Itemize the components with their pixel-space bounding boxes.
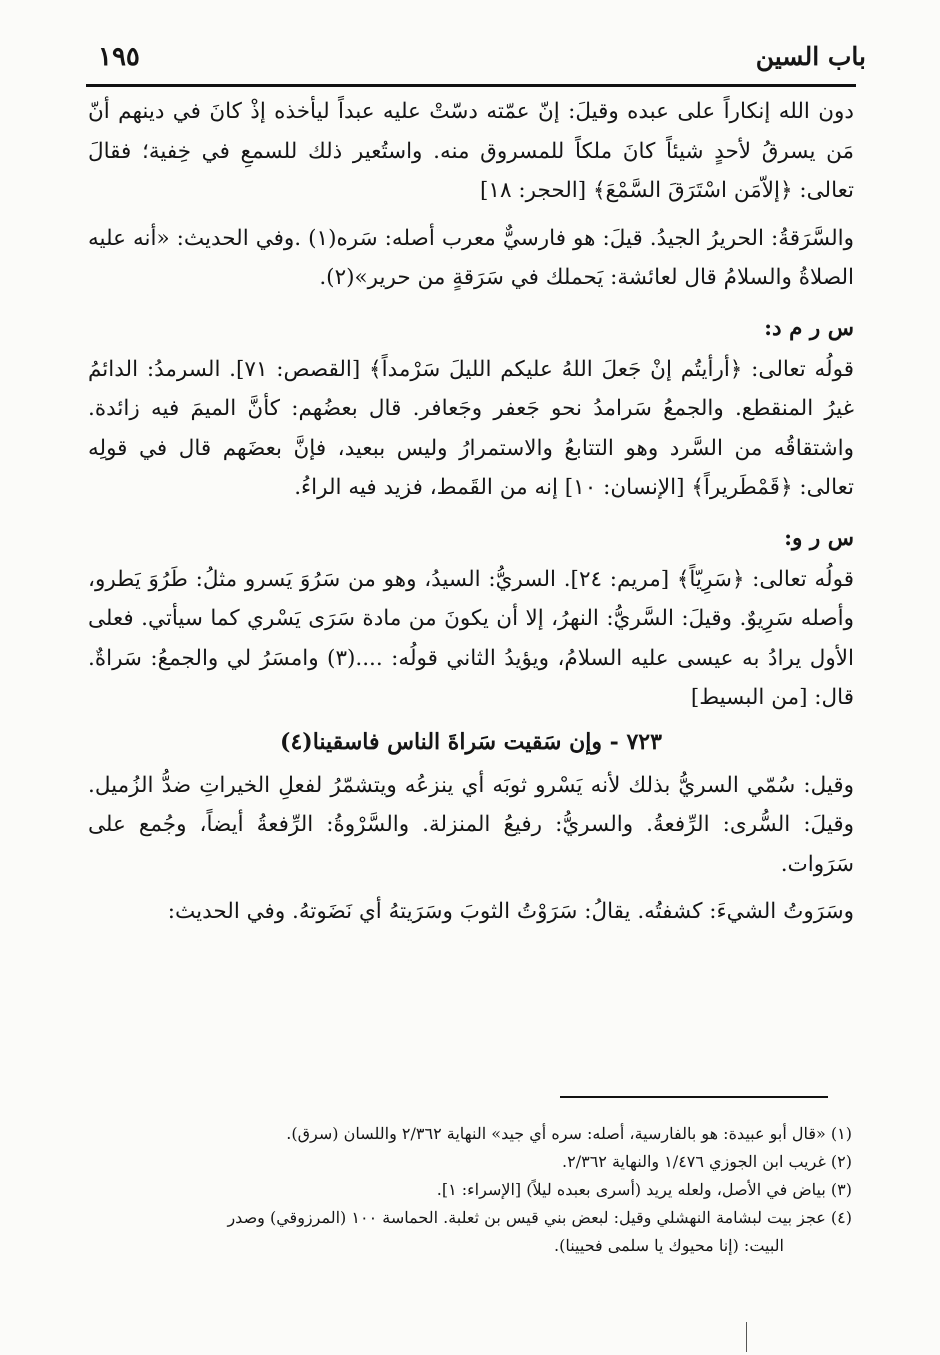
footnote-4-continuation: البيت: (إنا محيوك يا سلمى فحيينا).	[554, 1236, 784, 1255]
footnotes	[92, 1120, 852, 1260]
paragraph-4: قولُه تعالى: ﴿سَرِيّاً﴾ [مريم: ٢٤]. السريُّ: السيدُ، وهو من سَرُوَ يَسرو مثلُ: طَرُوَ يَطرو، وأصله سَرِيوٌ. وقيلَ: السَّريُّ: النهرُ، إلا أن يكونَ من مادة سَرَى يَسْري كما سيأتي. فعلى الأول يرادُ به عيسى عليه السلامُ، ويؤيدُ الثاني قولُه: ....(٣) وامسَرُ لي والجمعُ: سَراةٌ. قال: [من البسيط]	[88, 566, 855, 710]
paragraph-3: قولُه تعالى: ﴿أرأيتُم إنْ جَعلَ اللهُ عليكم الليلَ سَرْمداً﴾ [القصص: ٧١]. السرمدُ: الدائمُ غيرُ المنقطع. والجمعُ سَرامدُ نحو جَعفر وجَعافر. قال بعضُهم: كأنَّ الميمَ فيه زائدة. واشتقاقُه من السَّرد وهو التتابعُ والاستمرارُ وليس ببعيد، فإنَّ بعضَهم قال في قولِه تعالى: ﴿قَمْطَريراً﴾ [الإنسان: ١٠] إنه من القَمط، فزيد فيه الراءُ.	[88, 356, 854, 500]
paragraph-6: وسَرَوتُ الشيءَ: كشفتُه. يقالُ: سَرَوْتُ الثوبَ وسَرَيتهُ أي نَضَوتهُ. وفي الحديث:	[167, 899, 854, 924]
poem-verse-723: ٧٢٣ - وإن سَقيت سَراةَ الناس فاسقينا(٤)	[280, 728, 662, 755]
page-number: ١٩٥	[98, 42, 140, 72]
entry-heading-srw: س ر و:	[784, 525, 854, 551]
paragraph-2: والسَّرَقةُ: الحريرُ الجيدُ. قيلَ: هو فارسيٌّ معرب أصله: سَره(١) .وفي الحديث: «أنه عليه الصلاةُ والسلامُ قال لعائشة: يَحملك في سَرَقةٍ من حرير»(٢).	[88, 225, 854, 290]
footnote-3: (٣) بياض في الأصل، ولعله يريد (أسرى بعبده ليلاً) [الإسراء: ١].	[436, 1180, 852, 1199]
paragraph-1: دون الله إنكاراً على عبده وقيلَ: إنّ عمّته دسّتْ عليه عبداً ليأخذه إذْ كانَ في دينهم أنّ مَن يسرقُ لأحدٍ شيئاً كانَ ملكاً للمسروق منه. واستُعير ذلك للسمعِ في خِفية؛ فقالَ تعالى: ﴿إلاّمَن اسْتَرَقَ السَّمْعَ﴾ [الحجر: ١٨]	[88, 99, 854, 203]
paragraph-5: وقيل: سُمّي السريُّ بذلك لأنه يَسْرو ثوبَه أي ينزعُه ويتشمّرُ لفعلِ الخيراتِ ضدُّ الزُميل. وقيلَ: السُّرى: الرِّفعةُ. والسريُّ: رفيعُ المنزلة. والسَّرْوةُ: الرِّفعةُ أيضاً، وجُمع على سَرَوات.	[88, 772, 854, 877]
running-head-title: باب السين	[755, 42, 866, 71]
footnote-2: (٢) غريب ابن الجوزي ١/٤٧٦ والنهاية ٢/٣٦٢.	[562, 1152, 852, 1171]
header-rule	[86, 84, 856, 87]
scan-mark	[746, 1322, 747, 1352]
footnote-1: (١) «قال أبو عبيدة: هو بالفارسية، أصله: سره أي جيد» النهاية ٢/٣٦٢ واللسان (سرق).	[286, 1124, 852, 1143]
main-text	[88, 92, 854, 932]
footnote-4: (٤) عجز بيت لبشامة النهشلي وقيل: لبعض بني قيس بن ثعلبة. الحماسة ١٠٠ (المرزوقي) وصدر	[227, 1208, 852, 1227]
footnote-rule	[560, 1096, 828, 1098]
entry-heading-srmd: س ر م د:	[764, 315, 854, 341]
